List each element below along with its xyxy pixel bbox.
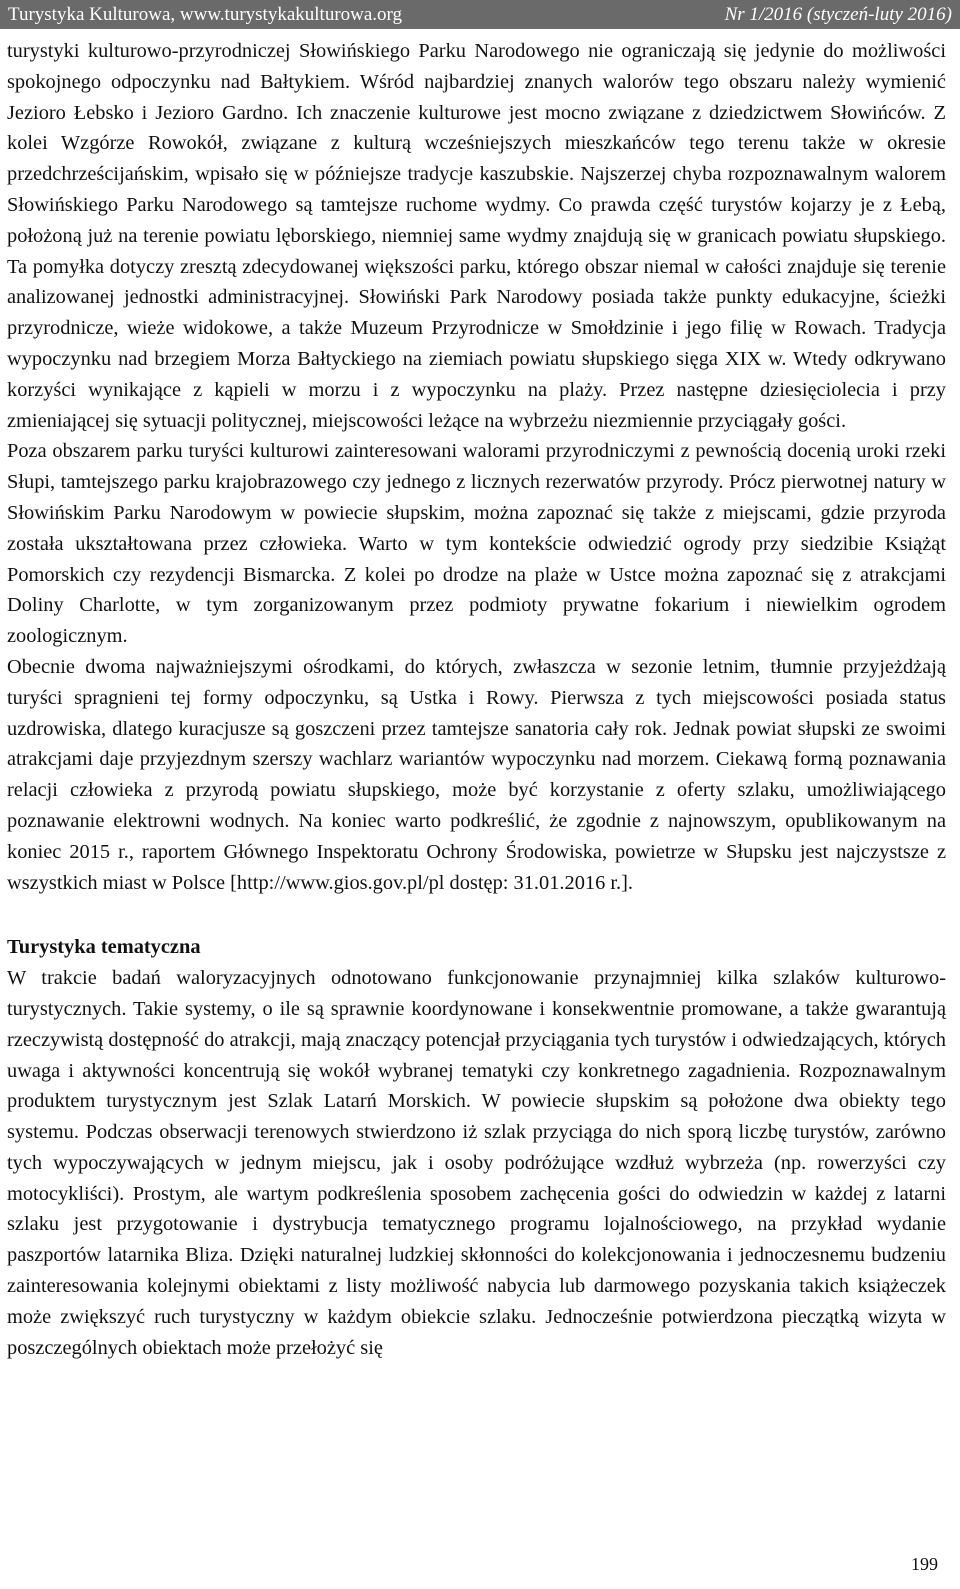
section-heading: Turystyka tematyczna bbox=[7, 936, 201, 959]
paragraph-2: Poza obszarem parku turyści kulturowi zainteresowani walorami przyrodniczymi z pewnością docenią uroki rzeki Słupi, tamtejszego parku krajobrazowego czy jednego z licznych rezerwatów przyrody. Prócz pierwotnej natury w Słowińskim Parku Narodowym w powiecie słupskim, można zapoznać się także z miejscami, gdzie przyroda została ukształtowana przez człowieka. Warto w tym kontekście odwiedzić ogrody przy siedzibie Książąt Pomorskich czy rezydencji Bismarcka. Z kolei po drodze na plaże w Ustce można zapoznać się z atrakcjami Doliny Charlotte, w tym zorganizowanym przez podmioty prywatne fokarium i niewielkim ogrodem zoologicznym. bbox=[7, 440, 946, 648]
page-number: 199 bbox=[911, 1554, 938, 1574]
article-body bbox=[7, 36, 946, 1363]
running-header bbox=[0, 0, 960, 29]
issue-number: Nr 1/2016 (styczeń-luty 2016) bbox=[724, 4, 952, 25]
paragraph-1: turystyki kulturowo-przyrodniczej Słowińskiego Parku Narodowego nie ograniczają się jedynie do możliwości spokojnego odpoczynku nad Bałtykiem. Wśród najbardziej znanych walorów tego obszaru należy wymienić Jezioro Łebsko i Jezioro Gardno. Ich znaczenie kulturowe jest mocno związane z dziedzictwem Słowińców. Z kolei Wzgórze Rowokół, związane z kulturą wcześniejszych mieszkańców tego terenu także w okresie przedchrześcijańskim, wpisało się w późniejsze tradycje kaszubskie. Najszerzej chyba rozpoznawalnym walorem Słowińskiego Parku Narodowego są tamtejsze ruchome wydmy. Co prawda część turystów kojarzy je z Łebą, położoną już na terenie powiatu lęborskiego, niemniej same wydmy znajdują się w granicach powiatu słupskiego. Ta pomyłka dotyczy zresztą zdecydowanej większości parku, którego obszar niemal w całości znajduje się terenie analizowanej jednostki administracyjnej. Słowiński Park Narodowy posiada także punkty edukacyjne, ścieżki przyrodnicze, wieże widokowe, a także Muzeum Przyrodnicze w Smołdzinie i jego filię w Rowach. Tradycja wypoczynku nad brzegiem Morza Bałtyckiego na ziemiach powiatu słupskiego sięga XIX w. Wtedy odkrywano korzyści wynikające z kąpieli w morzu i z wypoczynku na plaży. Przez następne dziesięciolecia i przy zmieniającej się sytuacji politycznej, miejscowości leżące na wybrzeżu niezmiennie przyciągały gości. bbox=[7, 40, 946, 432]
journal-title: Turystyka Kulturowa, www.turystykakulturowa.org bbox=[8, 4, 403, 25]
paragraph-3: Obecnie dwoma najważniejszymi ośrodkami, do których, zwłaszcza w sezonie letnim, tłumnie przyjeżdżają turyści spragnieni tej formy odpoczynku, są Ustka i Rowy. Pierwsza z tych miejscowości posiada status uzdrowiska, dlatego kuracjusze są goszczeni przez tamtejsze sanatoria cały rok. Jednak powiat słupski ze swoimi atrakcjami daje przyjezdnym szerszy wachlarz wariantów wypoczynku nad morzem. Ciekawą formą poznawania relacji człowieka z przyrodą powiatu słupskiego, może być korzystanie z oferty szlaku, umożliwiającego poznawanie elektrowni wodnych. Na koniec warto podkreślić, że zgodnie z najnowszym, opublikowanym na koniec 2015 r., raportem Głównego Inspektoratu Ochrony Środowiska, powietrze w Słupsku jest najczystsze z wszystkich miast w Polsce [http://www.gios.gov.pl/pl dostęp: 31.01.2016 r.]. bbox=[7, 655, 946, 894]
paragraph-4: W trakcie badań waloryzacyjnych odnotowano funkcjonowanie przynajmniej kilka szlaków kulturowo-turystycznych. Takie systemy, o ile są sprawnie koordynowane i konsekwentnie promowane, a także gwarantują rzeczywistą dostępność do atrakcji, mają znaczący potencjał przyciągania tych turystów i odwiedzających, których uwaga i aktywności koncentrują się wokół wybranej tematyki czy konkretnego zagadnienia. Rozpoznawalnym produktem turystycznym jest Szlak Latarń Morskich. W powiecie słupskim są położone dwa obiekty tego systemu. Podczas obserwacji terenowych stwierdzono iż szlak przyciąga do nich sporą liczbę turystów, zarówno tych wypoczywających w jednym miejscu, jak i osoby podróżujące wzdłuż wybrzeża (np. rowerzyści czy motocykliści). Prostym, ale wartym podkreślenia sposobem zachęcenia gości do odwiedzin w każdej z latarni szlaku jest przygotowanie i dystrybucja tematycznego programu lojalnościowego, na przykład wydanie paszportów latarnika Bliza. Dzięki naturalnej ludzkiej skłonności do kolekcjonowania i jednoczesnemu budzeniu zainteresowania kolejnymi obiektami z listy możliwość nabycia lub darmowego pozyskania takich książeczek może zwiększyć ruch turystyczny w każdym obiekcie szlaku. Jednocześnie potwierdzona pieczątką wizyta w poszczególnych obiektach może przełożyć się bbox=[7, 967, 946, 1359]
